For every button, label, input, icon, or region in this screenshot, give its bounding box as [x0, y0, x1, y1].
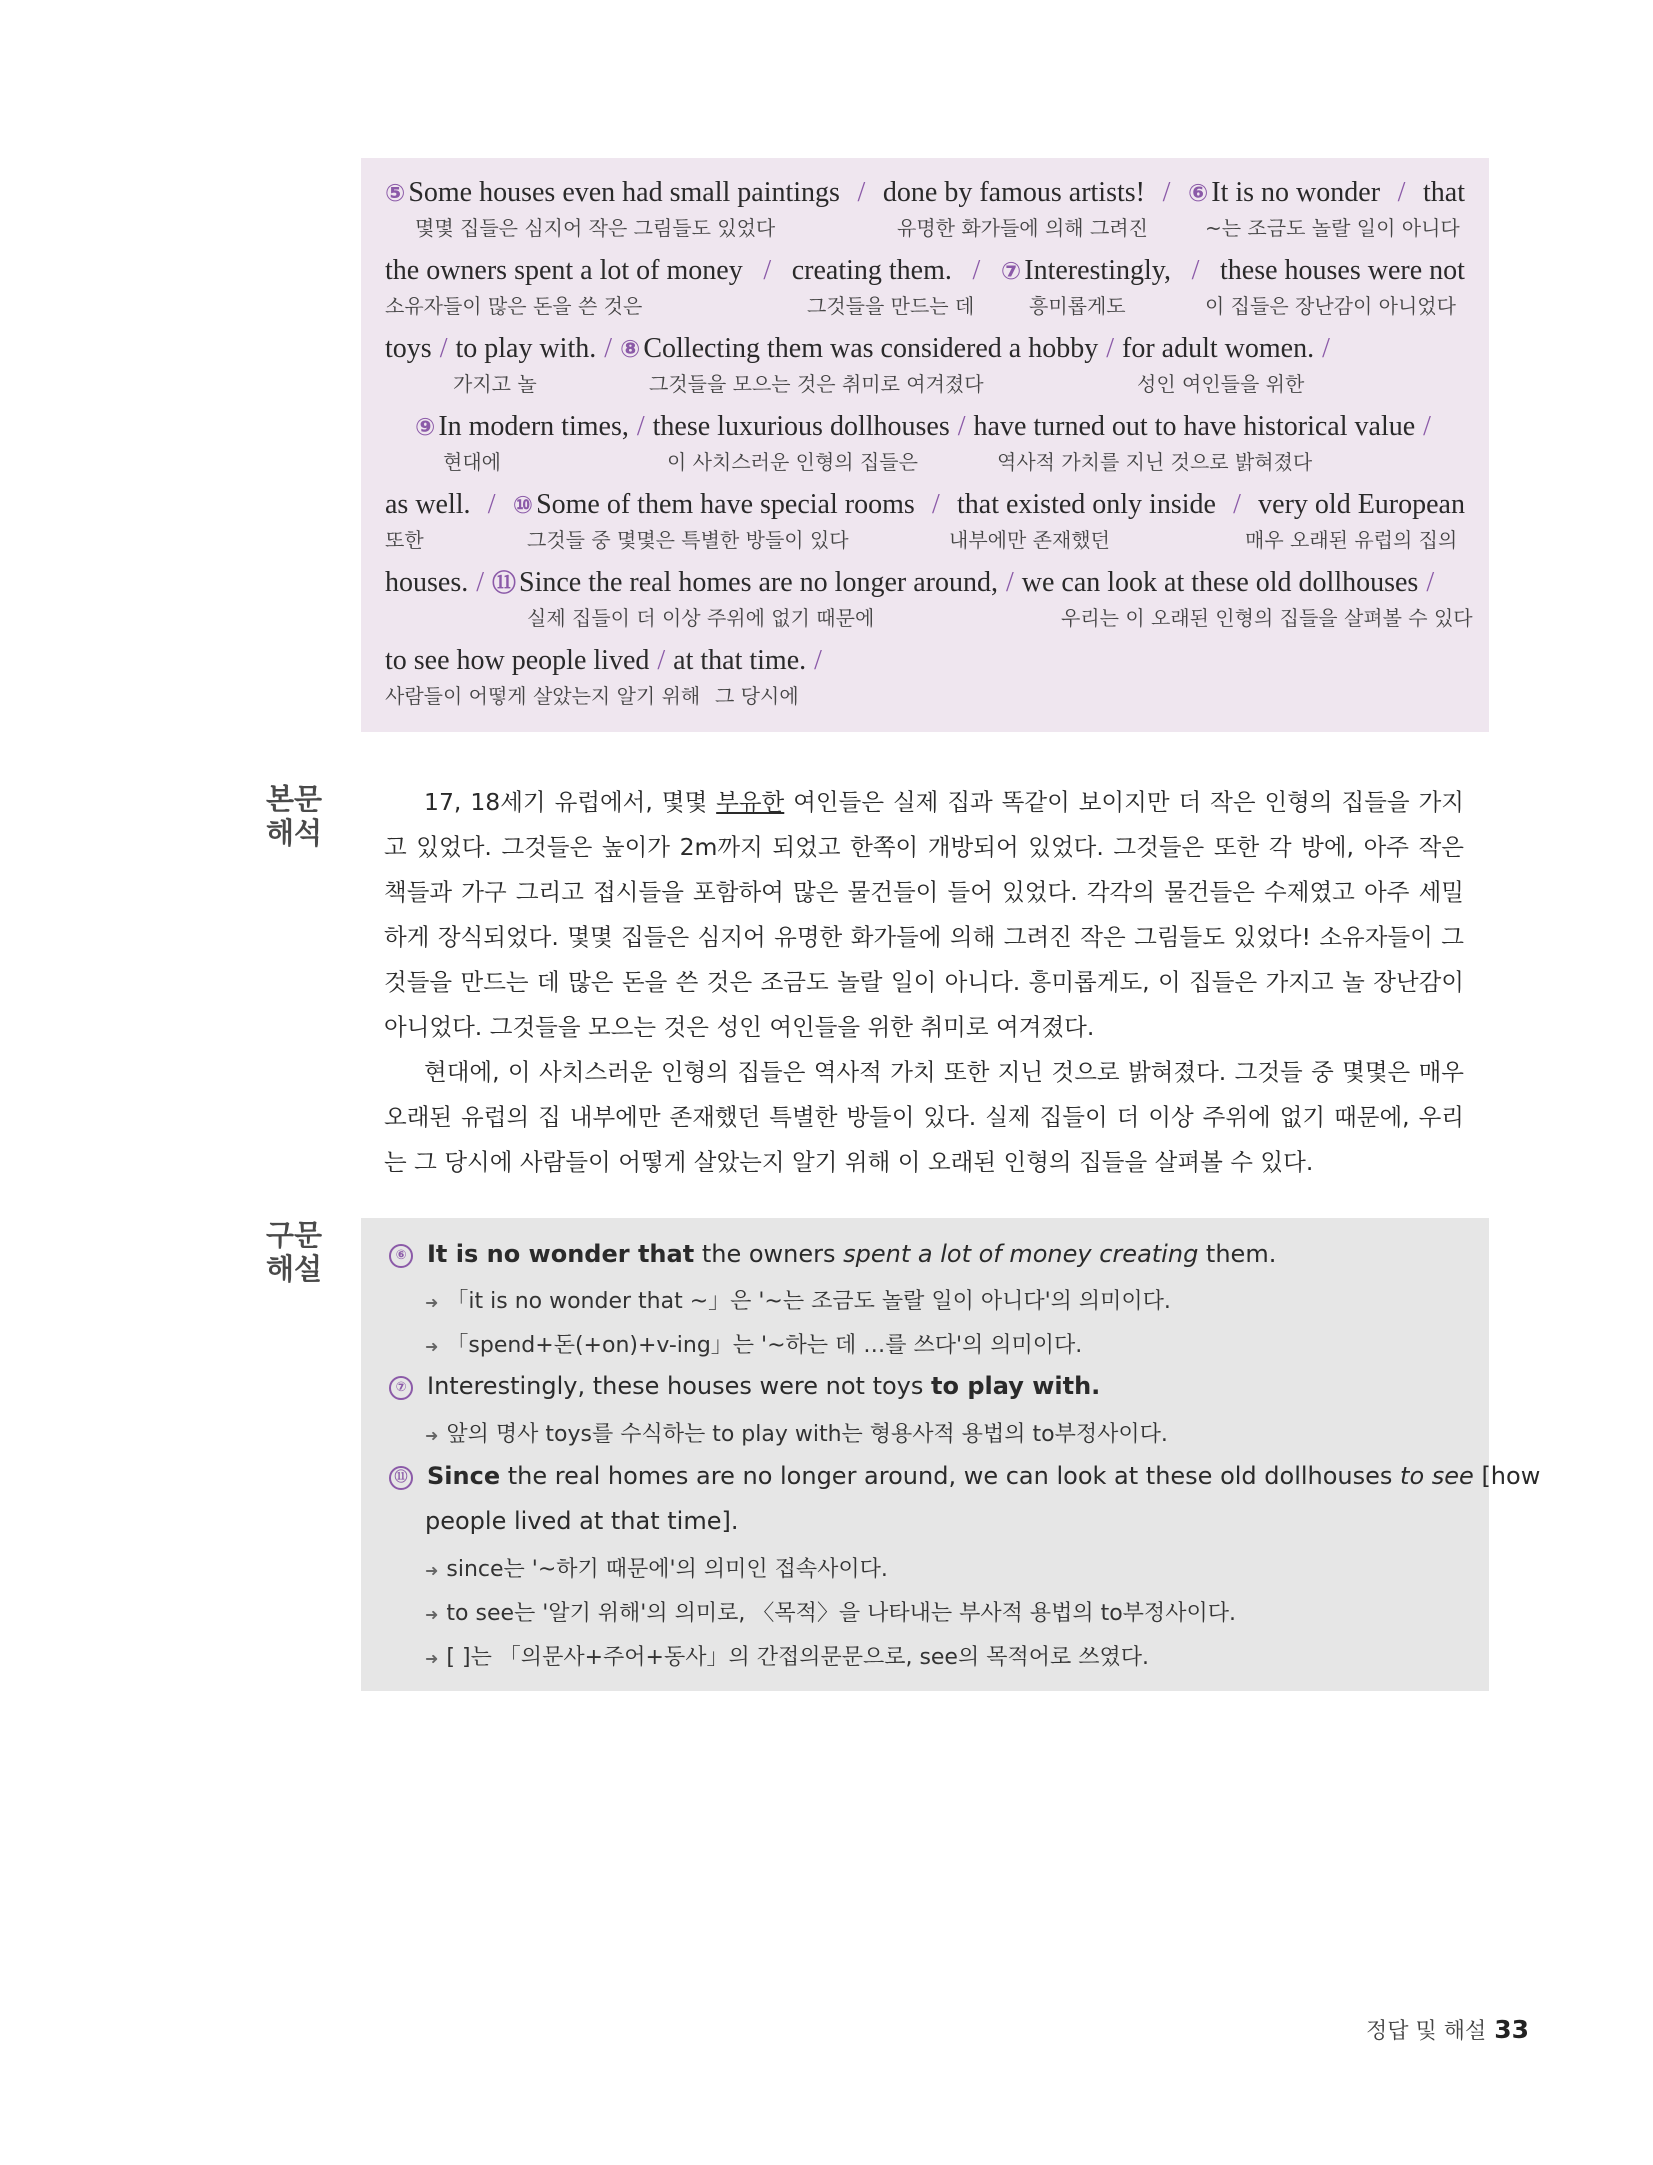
sentence-number-badge: ⑩ — [512, 491, 534, 519]
number-badge: ⑦ — [389, 1376, 413, 1400]
sentence-number-badge: ⑧ — [620, 335, 641, 363]
english-text: these luxurious dollhouses — [652, 411, 950, 442]
note-text: to see는 '알기 위해'의 의미로, 〈목적〉을 나타내는 부사적 용법의 to부정사이다. — [446, 1601, 1236, 1626]
bold-phrase: Since — [427, 1462, 501, 1490]
sentence-text: the owners — [694, 1240, 844, 1268]
grammar-item-6 — [389, 1240, 1276, 1268]
underlined-word: 부유한 — [716, 788, 785, 816]
korean-gloss: 현대에 — [443, 450, 501, 474]
korean-gloss: 그것들 중 몇몇은 특별한 방들이 있다 — [527, 528, 849, 552]
english-chunk — [415, 410, 629, 444]
grammar-box — [361, 1218, 1541, 1691]
english-text: that — [1423, 177, 1465, 208]
chunk-slash: / — [931, 489, 940, 520]
note-text: 「spend+돈(+on)+v-ing」는 '~하는 데 …를 쓰다'의 의미이다. — [446, 1333, 1083, 1358]
english-chunk — [1258, 488, 1465, 522]
sentence-number-badge: ⑨ — [415, 413, 436, 441]
chunk-slash: / — [636, 411, 645, 442]
korean-gloss: 성인 여인들을 위한 — [1137, 372, 1305, 396]
chunk-slash: / — [1191, 255, 1200, 286]
korean-gloss: 가지고 놀 — [453, 372, 537, 396]
translation-p1-b: 여인들은 실제 집과 똑같이 보이지만 더 작은 인형의 집들을 가지고 있었다. 그것들은 높이가 2m까지 되었고 한쪽이 개방되어 있었다. 그것들은 또한 각 방에, 아주 작은 책들과 가구 그리고 접시들을 포함하여 많은 물건들이 들어 있었다. 각각의 물건들은 수제였고 아주 세밀하게 장식되었다. 몇몇 집들은 심지어 유명한 화가들에 의해 그려진 작은 그림들도 있었다! 소유자들이 그것들을 만드는 데 많은 돈을 쓴 것은 조금도 놀랄 일이 아니다. 흥미롭게도, 이 집들은 가지고 놀 장난감이 아니었다. 그것들을 모으는 것은 성인 여인들을 위한 취미로 여겨졌다. — [384, 788, 1464, 1041]
korean-gloss: 역사적 가치를 지닌 것으로 밝혀졌다 — [997, 450, 1313, 474]
number-badge: ⑪ — [389, 1466, 413, 1490]
korean-gloss: 실제 집들이 더 이상 주위에 없기 때문에 — [527, 606, 875, 630]
korean-gloss: 그 당시에 — [715, 684, 799, 708]
english-chunk — [385, 254, 743, 288]
bold-phrase: It is no wonder that — [427, 1240, 695, 1268]
translation-body — [384, 780, 1464, 1185]
translation-label-text: 본문 해석 — [266, 782, 323, 850]
korean-gloss: ~는 조금도 놀랄 일이 아니다 — [1205, 216, 1460, 240]
english-text: the owners spent a lot of money — [385, 255, 743, 286]
translation-paragraph-1 — [384, 780, 1464, 1050]
arrow-icon: ➜ — [425, 1426, 439, 1445]
english-text: Collecting them was considered a hobby — [643, 333, 1099, 364]
grammar-item-11 — [389, 1462, 1540, 1490]
korean-gloss: 흥미롭게도 — [1029, 294, 1126, 318]
english-text: as well. — [385, 489, 471, 520]
chunk-slash: / — [814, 645, 822, 676]
english-chunk — [385, 176, 840, 210]
english-line — [385, 488, 1465, 522]
grammar-note — [425, 1284, 1171, 1315]
korean-gloss: 내부에만 존재했던 — [949, 528, 1110, 552]
english-chunk — [974, 410, 1416, 444]
english-chunk — [385, 332, 432, 366]
grammar-note — [425, 1328, 1082, 1359]
chunk-slash: / — [972, 255, 981, 286]
english-chunk — [385, 566, 468, 600]
grammar-item-11-cont — [425, 1507, 738, 1535]
grammar-item-7 — [389, 1372, 1100, 1400]
english-line — [385, 254, 1465, 288]
chunk-slash: / — [1397, 177, 1406, 208]
sentence-text: people lived at that time]. — [425, 1507, 739, 1535]
footer-label: 정답 및 해설 — [1365, 2019, 1487, 2044]
english-chunk — [957, 488, 1216, 522]
sentence-text: them. — [1198, 1240, 1277, 1268]
chunk-slash: / — [1162, 177, 1171, 208]
korean-gloss: 몇몇 집들은 심지어 작은 그림들도 있었다 — [415, 216, 776, 240]
translation-p2: 현대에, 이 사치스러운 인형의 집들은 역사적 가치 또한 지닌 것으로 밝혀졌다. 그것들 중 몇몇은 매우 오래된 유럽의 집 내부에만 존재했던 특별한 방들이 있다. 실제 집들이 더 이상 주위에 없기 때문에, 우리는 그 당시에 사람들이 어떻게 살았는지 알기 위해 이 오래된 인형의 집들을 살펴볼 수 있다. — [384, 1058, 1464, 1176]
sentence-number-badge: ⑤ — [385, 179, 406, 207]
chunk-slash: / — [857, 177, 866, 208]
arrow-icon: ➜ — [425, 1605, 439, 1624]
arrow-icon: ➜ — [425, 1293, 439, 1312]
korean-gloss: 매우 오래된 유럽의 집의 — [1245, 528, 1458, 552]
chunk-slash: / — [1233, 489, 1241, 520]
english-text: creating them. — [791, 255, 952, 286]
english-chunk — [385, 644, 649, 678]
translation-paragraph-2 — [384, 1050, 1464, 1185]
english-chunk — [673, 644, 806, 678]
sentence-number-badge: ⑪ — [492, 569, 517, 597]
english-chunk — [455, 332, 596, 366]
grammar-note — [425, 1552, 888, 1583]
english-chunk — [1001, 254, 1171, 288]
page-number: 33 — [1494, 2015, 1529, 2044]
english-chunk — [1423, 176, 1465, 210]
korean-gloss: 이 사치스러운 인형의 집들은 — [667, 450, 918, 474]
grammar-note — [425, 1640, 1149, 1671]
english-chunk — [883, 176, 1145, 210]
english-text: toys — [385, 333, 432, 364]
english-line — [385, 644, 1465, 678]
italic-phrase: spent a lot of money creating — [843, 1240, 1199, 1268]
english-line — [415, 410, 1465, 444]
chunk-slash: / — [763, 255, 772, 286]
reading-box — [361, 158, 1489, 732]
english-text: to see how people lived — [385, 645, 650, 676]
grammar-note — [425, 1596, 1236, 1627]
korean-gloss: 소유자들이 많은 돈을 쓴 것은 — [385, 294, 643, 318]
english-chunk — [1022, 566, 1419, 600]
arrow-icon: ➜ — [425, 1337, 439, 1356]
english-text: for adult women. — [1122, 333, 1315, 364]
sentence-text: the real homes are no longer around, we can look at these old dollhouses — [500, 1462, 1401, 1490]
italic-phrase: to see — [1400, 1462, 1474, 1490]
english-chunk — [653, 410, 950, 444]
note-text: [ ]는 「의문사+주어+동사」의 간접의문문으로, see의 목적어로 쓰였다. — [446, 1645, 1149, 1670]
english-text: have turned out to have historical value — [973, 411, 1416, 442]
english-line — [385, 332, 1465, 366]
english-text: It is no wonder — [1211, 177, 1381, 208]
arrow-icon: ➜ — [425, 1649, 439, 1668]
note-text: 앞의 명사 toys를 수식하는 to play with는 형용사적 용법의 to부정사이다. — [446, 1422, 1168, 1447]
note-text: since는 '~하기 때문에'의 의미인 접속사이다. — [446, 1557, 888, 1582]
english-text: Some of them have special rooms — [536, 489, 915, 520]
chunk-slash: / — [957, 411, 966, 442]
english-text: Interestingly, — [1024, 255, 1171, 286]
chunk-slash: / — [1423, 411, 1431, 442]
korean-gloss: 그것들을 모으는 것은 취미로 여겨졌다 — [649, 372, 984, 396]
english-text: Since the real homes are no longer around, — [519, 567, 998, 598]
grammar-note — [425, 1417, 1168, 1448]
chunk-slash: / — [439, 333, 448, 364]
translation-p1-a: 17, 18세기 유럽에서, 몇몇 — [424, 788, 717, 816]
english-line — [385, 176, 1465, 210]
bold-phrase: to play with. — [931, 1372, 1101, 1400]
english-chunk — [1220, 254, 1465, 288]
number-badge: ⑥ — [389, 1244, 413, 1268]
english-chunk — [792, 254, 952, 288]
english-chunk — [1122, 332, 1314, 366]
english-chunk — [492, 566, 998, 600]
grammar-label-text: 구문 해설 — [266, 1218, 323, 1286]
chunk-slash: / — [604, 333, 613, 364]
english-text: done by famous artists! — [882, 177, 1145, 208]
english-text: these houses were not — [1219, 255, 1465, 286]
english-chunk — [1188, 176, 1380, 210]
sentence-number-badge: ⑦ — [1000, 257, 1022, 285]
english-chunk — [620, 332, 1098, 366]
english-text: to play with. — [455, 333, 597, 364]
chunk-slash: / — [1426, 567, 1435, 598]
korean-gloss: 사람들이 어떻게 살았는지 알기 위해 — [385, 684, 701, 708]
english-text: very old European — [1258, 489, 1465, 520]
chunk-slash: / — [1322, 333, 1330, 364]
korean-gloss: 그것들을 만드는 데 — [807, 294, 975, 318]
sentence-number-badge: ⑥ — [1187, 179, 1209, 207]
korean-gloss: 이 집들은 장난감이 아니었다 — [1205, 294, 1456, 318]
korean-gloss: 또한 — [385, 528, 424, 552]
translation-label — [266, 782, 326, 850]
chunk-slash: / — [657, 645, 666, 676]
english-text: Some houses even had small paintings — [408, 177, 840, 208]
chunk-slash: / — [476, 567, 485, 598]
english-text: houses. — [385, 567, 469, 598]
english-text: we can look at these old dollhouses — [1021, 567, 1419, 598]
note-text: 「it is no wonder that ~」은 '~는 조금도 놀랄 일이 아니다'의 의미이다. — [446, 1289, 1171, 1314]
korean-gloss: 유명한 화가들에 의해 그려진 — [897, 216, 1148, 240]
page-footer — [1366, 2014, 1529, 2045]
chunk-slash: / — [1106, 333, 1115, 364]
english-chunk — [513, 488, 915, 522]
english-chunk — [385, 488, 471, 522]
english-text: at that time. — [673, 645, 807, 676]
korean-gloss: 우리는 이 오래된 인형의 집들을 살펴볼 수 있다 — [1061, 606, 1473, 630]
english-line — [385, 566, 1465, 600]
english-text: that existed only inside — [956, 489, 1216, 520]
arrow-icon: ➜ — [425, 1561, 439, 1580]
sentence-text: [how — [1473, 1462, 1541, 1490]
english-text: In modern times, — [438, 411, 629, 442]
grammar-label — [266, 1218, 326, 1286]
chunk-slash: / — [487, 489, 496, 520]
sentence-text: Interestingly, these houses were not toys — [427, 1372, 932, 1400]
chunk-slash: / — [1005, 567, 1014, 598]
